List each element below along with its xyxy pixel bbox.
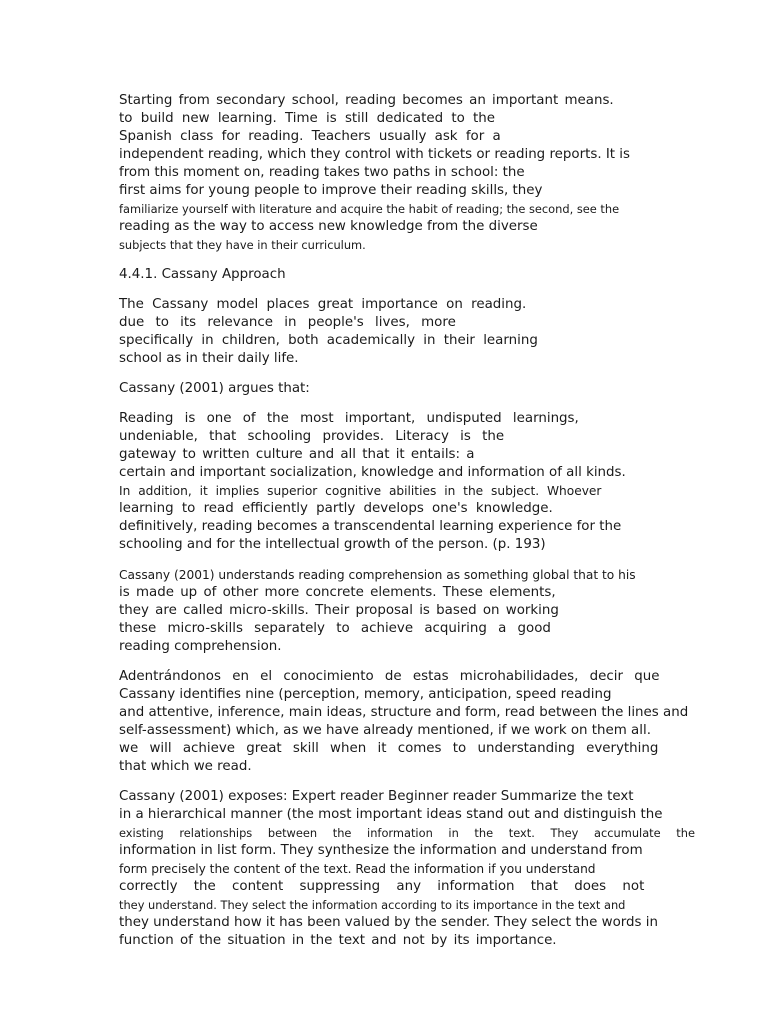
text-line: first aims for young people to improve their reading skills, they xyxy=(119,183,543,198)
text-line: form precisely the content of the text. Read the information if you understand xyxy=(119,862,596,876)
text-line: learning to read efficiently partly develops one's knowledge. xyxy=(119,501,553,516)
text-line: familiarize yourself with literature and acquire the habit of reading; the second, see the xyxy=(119,202,620,216)
text-line: definitively, reading becomes a transcendental learning experience for the xyxy=(119,519,622,534)
paragraph-intro xyxy=(119,92,709,254)
text-line: specifically in children, both academically in their learning xyxy=(119,333,538,348)
text-line: reading as the way to access new knowledge from the diverse xyxy=(119,219,538,234)
text-line: subjects that they have in their curriculum. xyxy=(119,238,366,252)
text-line: Cassany identifies nine (perception, memory, anticipation, speed reading xyxy=(119,687,612,702)
paragraph-nine-skills xyxy=(119,668,709,776)
paragraph-cassany-model xyxy=(119,296,709,368)
text-line: due to its relevance in people's lives, more xyxy=(119,315,456,330)
text-line: school as in their daily life. xyxy=(119,351,299,366)
text-line: The Cassany model places great importance on reading. xyxy=(119,297,527,312)
text-line: function of the situation in the text and not by its importance. xyxy=(119,933,557,948)
text-line: certain and important socialization, knowledge and information of all kinds. xyxy=(119,465,626,480)
text-line: independent reading, which they control with tickets or reading reports. It is xyxy=(119,147,630,162)
text-line: schooling and for the intellectual growth of the person. (p. 193) xyxy=(119,537,546,552)
paragraph-argues xyxy=(119,380,709,398)
text-line: Spanish class for reading. Teachers usually ask for a xyxy=(119,129,501,144)
text-line: we will achieve great skill when it comes to understanding everything xyxy=(119,741,659,756)
text-line: 4.4.1. Cassany Approach xyxy=(119,267,286,282)
text-line: in a hierarchical manner (the most important ideas stand out and distinguish the xyxy=(119,807,663,822)
text-line: self-assessment) which, as we have already mentioned, if we work on them all. xyxy=(119,723,651,738)
text-line: Reading is one of the most important, undisputed learnings, xyxy=(119,411,579,426)
text-line: Cassany (2001) understands reading comprehension as something global that to his xyxy=(119,568,636,582)
text-line: reading comprehension. xyxy=(119,639,282,654)
text-line: information in list form. They synthesize the information and understand from xyxy=(119,843,643,858)
document-page xyxy=(119,92,709,950)
text-line: undeniable, that schooling provides. Literacy is the xyxy=(119,429,505,444)
text-line: they understand. They select the information according to its importance in the text and xyxy=(119,898,626,912)
text-line: these micro-skills separately to achieve acquiring a good xyxy=(119,621,551,636)
text-line: they understand how it has been valued by the sender. They select the words in xyxy=(119,915,658,930)
paragraph-microskills xyxy=(119,566,709,656)
section-heading xyxy=(119,266,709,284)
quote-block xyxy=(119,410,709,554)
text-line: gateway to written culture and all that it entails: a xyxy=(119,447,475,462)
text-line: Cassany (2001) exposes: Expert reader Beginner reader Summarize the text xyxy=(119,789,634,804)
text-line: to build new learning. Time is still dedicated to the xyxy=(119,111,496,126)
text-line: Cassany (2001) argues that: xyxy=(119,381,310,396)
text-line: they are called micro-skills. Their proposal is based on working xyxy=(119,603,559,618)
text-line: Starting from secondary school, reading becomes an important means. xyxy=(119,93,614,108)
text-line: and attentive, inference, main ideas, structure and form, read between the lines and xyxy=(119,705,689,720)
text-line: Adentrándonos en el conocimiento de estas microhabilidades, decir que xyxy=(119,669,660,684)
text-line: correctly the content suppressing any information that does not xyxy=(119,879,645,894)
text-line: existing relationships between the information in the text. They accumulate the xyxy=(119,826,695,840)
text-line: is made up of other more concrete elements. These elements, xyxy=(119,585,556,600)
text-line: that which we read. xyxy=(119,759,252,774)
paragraph-expert-reader xyxy=(119,788,709,950)
text-line: from this moment on, reading takes two paths in school: the xyxy=(119,165,525,180)
text-line: In addition, it implies superior cognitive abilities in the subject. Whoever xyxy=(119,484,602,498)
